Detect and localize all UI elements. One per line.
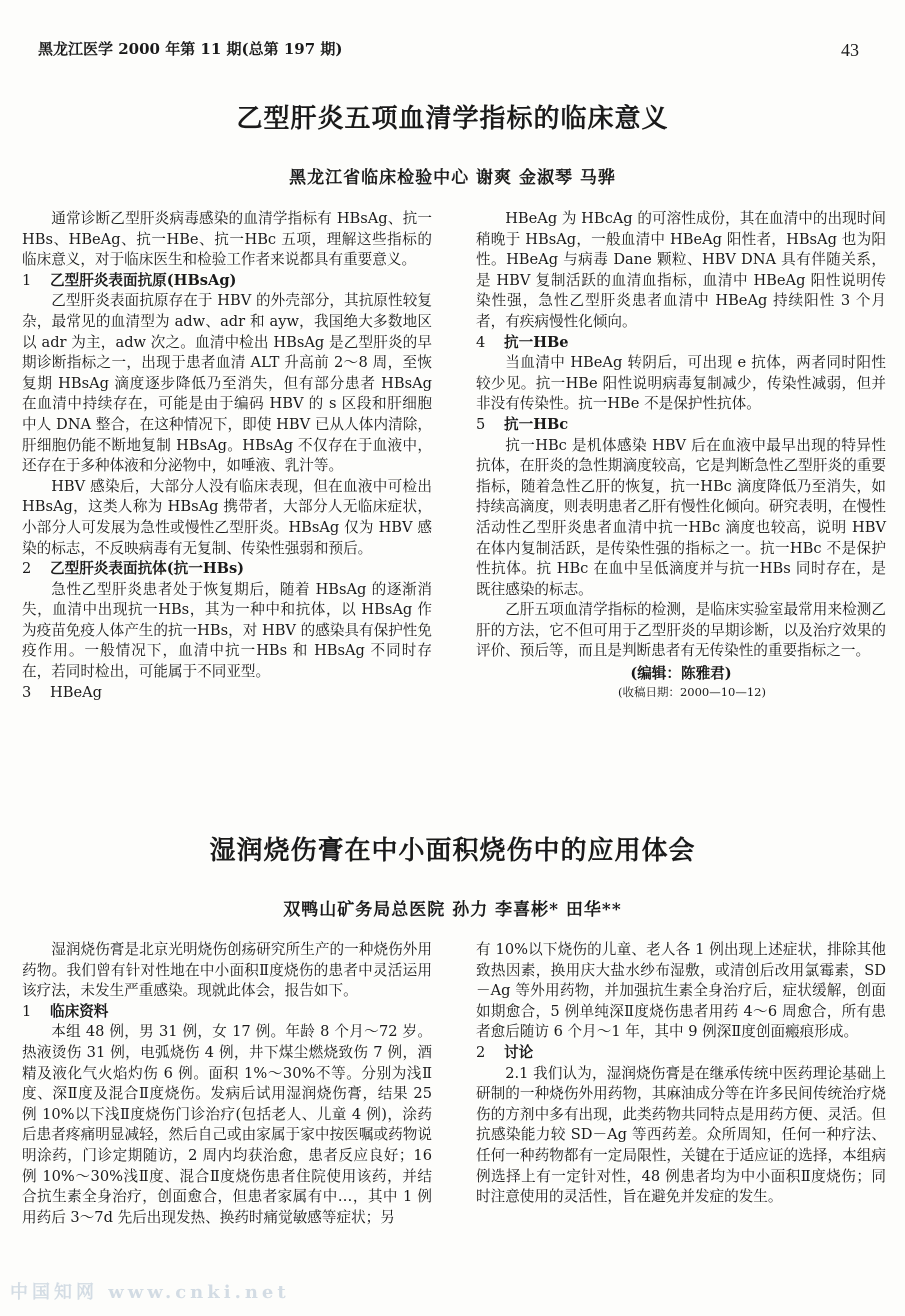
article1-right-column (476, 209, 886, 699)
section-heading: 2 乙型肝炎表面抗体(抗一HBs) (22, 560, 245, 578)
article1-left-column (22, 209, 432, 703)
paragraph: HBeAg 为 HBcAg 的可溶性成份，其在血清中的出现时间稍晚于 HBsAg，一般血清中 HBeAg 阳性者，HBsAg 也为阳性。HBeAg 与病毒 Dane 颗粒、HBV DNA 具有伴随关系，是 HBV 复制活跃的血清血指标，血清中 HBeAg 阳性说明传染性强，急性乙型肝炎患者血清中 HBeAg 持续阳性 3 个月者，有疾病慢性化倾向。 (476, 210, 886, 330)
editor-note: (编辑：陈雅君) (630, 665, 732, 683)
article2-left-column (22, 940, 432, 1228)
received-date: (收稿日期：2000—10—12) (617, 684, 766, 699)
section-heading: 3 HBeAg (22, 683, 102, 701)
section-heading: 1 乙型肝炎表面抗原(HBsAg) (22, 271, 237, 289)
article1-intro: 通常诊断乙型肝炎病毒感染的血清学指标有 HBsAg、抗一HBs、HBeAg、抗一HBe、抗一HBc 五项，理解这些指标的临床意义，对于临床医生和检验工作者来说都具有重要意义。 (22, 210, 432, 269)
paragraph: 急性乙型肝炎患者处于恢复期后，随着 HBsAg 的逐渐消失，血清中出现抗一HBs，其为一种中和抗体，以 HBsAg 作为疫苗免疫人体产生的抗一HBs，对 HBV 的感染具有保护性免疫作用。一般情况下，血清中抗一HBs 和 HBsAg 不同时存在，若同时检出，可能属于不同亚型。 (22, 580, 432, 681)
paragraph: HBV 感染后，大部分人没有临床表现，但在血液中可检出 HBsAg，这类人称为 HBsAg 携带者，大部分人无临床症状，小部分人可发展为急性或慢性乙型肝炎。HBsAg 仅为 HBV 感染的标志，不反映病毒有无复制、传染性强弱和预后。 (22, 477, 432, 557)
section-heading: 1 临床资料 (22, 1002, 109, 1020)
article2-intro: 湿润烧伤膏是北京光明烧伤创疡研究所生产的一种烧伤外用药物。我们曾有针对性地在中小面积Ⅱ度烧伤的患者中灵活运用该疗法，未发生严重感染。现就此体会，报告如下。 (22, 941, 432, 1000)
section-heading: 2 讨论 (476, 1043, 534, 1061)
article2-title: 湿润烧伤膏在中小面积烧伤中的应用体会 (209, 836, 696, 866)
article1-title: 乙型肝炎五项血清学指标的临床意义 (236, 104, 669, 134)
paragraph: 乙肝五项血清学指标的检测，是临床实验室最常用来检测乙肝的方法，它不但可用于乙型肝炎的早期诊断，以及治疗效果的评价、预后等，而且是判断患者有无传染性的重要指标之一。 (476, 601, 886, 660)
paragraph: 有 10%以下烧伤的儿童、老人各 1 例出现上述症状，排除其他致热因素，换用庆大盐水纱布湿敷，或清创后改用氯霉素，SD－Ag 等外用药物，并加强抗生素全身治疗后，症状缓解，创面如期愈合，5 例单纯深Ⅱ度烧伤患者用药 4～6 周愈合，所有患者愈后随访 6 个月～1 年，其中 9 例深Ⅱ度创面瘢痕形成。 (476, 941, 886, 1041)
section-heading: 5 抗一HBc (476, 415, 569, 433)
cnki-watermark: 中国知网 www.cnki.net (10, 1282, 290, 1303)
paragraph: 本组 48 例，男 31 例，女 17 例。年龄 8 个月～72 岁。热液烫伤 31 例，电弧烧伤 4 例，井下煤尘燃烧致伤 7 例，酒精及液化气火焰灼伤 6 例。面积 1%～30%不等。分别为浅Ⅱ度、深Ⅱ度及混合Ⅱ度烧伤。发病后试用湿润烧伤膏，结果 25 例 10%以下浅Ⅱ度烧伤门诊治疗(包括老人、儿童 4 例)，涂药后患者疼痛明显减轻，然后自己或由家属于家中按医嘱或药物说明涂药，门诊定期随访，2 周内均获治愈，患者反应良好；16 例 10%～30%浅Ⅱ度、混合Ⅱ度烧伤患者住院使用该药，并结合抗生素全身治疗，创面愈合，但患者家属有中…，其中 1 例用药后 3～7d 先后出现发热、换药时痛觉敏感等症状；另 (22, 1023, 432, 1226)
paragraph: 乙型肝炎表面抗原存在于 HBV 的外壳部分，其抗原性较复杂，最常见的血清型为 adw、adr 和 ayw，我国绝大多数地区以 adr 为主，adw 次之。血清中检出 HBsAg 是乙型肝炎的早期诊断指标之一，出现于患者血清 ALT 升高前 2～8 周，至恢复期 HBsAg 滴度逐步降低乃至消失，但有部分患者 HBsAg 在血清中持续存在，可能是由于编码 HBV 的 s 区段和肝细胞中人 DNA 整合，在这种情况下，即使 HBV 已从人体内清除，肝细胞仍能不断地复制 HBsAg。HBsAg 不仅存在于血液中，还存在于多种体液和分泌物中，如唾液、乳汁等。 (22, 292, 432, 475)
article1-byline: 黑龙江省临床检验中心 谢爽 金淑琴 马骅 (289, 168, 616, 188)
paragraph: 抗一HBc 是机体感染 HBV 后在血液中最早出现的特异性抗体，在肝炎的急性期滴度较高，它是判断急性乙型肝炎的重要指标，随着急性乙肝的恢复，抗一HBc 滴度降低乃至消失，如持续高滴度，则表明患者乙肝有慢性化倾向。研究表明，在慢性活动性乙型肝炎患者血清中抗一HBc 滴度也较高，说明 HBV 在体内复制活跃，是传染性强的指标之一。抗一HBc 不是保护性抗体。抗 HBc 在血中呈低滴度并与抗一HBs 同时存在，是既往感染的标志。 (476, 436, 886, 598)
article2-right-column (476, 940, 886, 1208)
paragraph: 2.1 我们认为，湿润烧伤膏是在继承传统中医药理论基础上研制的一种烧伤外用药物，其麻油成分等在许多民间传统治疗烧伤的方剂中多有出现，此类药物共同特点是用药方便、灵活。但抗感染能力较 SD－Ag 等西药差。众所周知，任何一种疗法、任何一种药物都有一定局限性，关键在于适应证的选择，本组病例选择上有一定针对性，48 例患者均为中小面积Ⅱ度烧伤；同时注意使用的灵活性，旨在避免并发症的发生。 (476, 1064, 886, 1206)
section-heading: 4 抗一HBe (476, 333, 569, 351)
article2-byline: 双鸭山矿务局总医院 孙力 李喜彬* 田华** (283, 900, 622, 920)
page-number: 43 (841, 40, 859, 60)
journal-header: 黑龙江医学 2000 年第 11 期(总第 197 期) (38, 40, 343, 58)
paragraph: 当血清中 HBeAg 转阴后，可出现 e 抗体，两者同时阳性较少见。抗一HBe 阳性说明病毒复制减少，传染性减弱，但并非没有传染性。抗一HBe 不是保护性抗体。 (476, 354, 886, 413)
